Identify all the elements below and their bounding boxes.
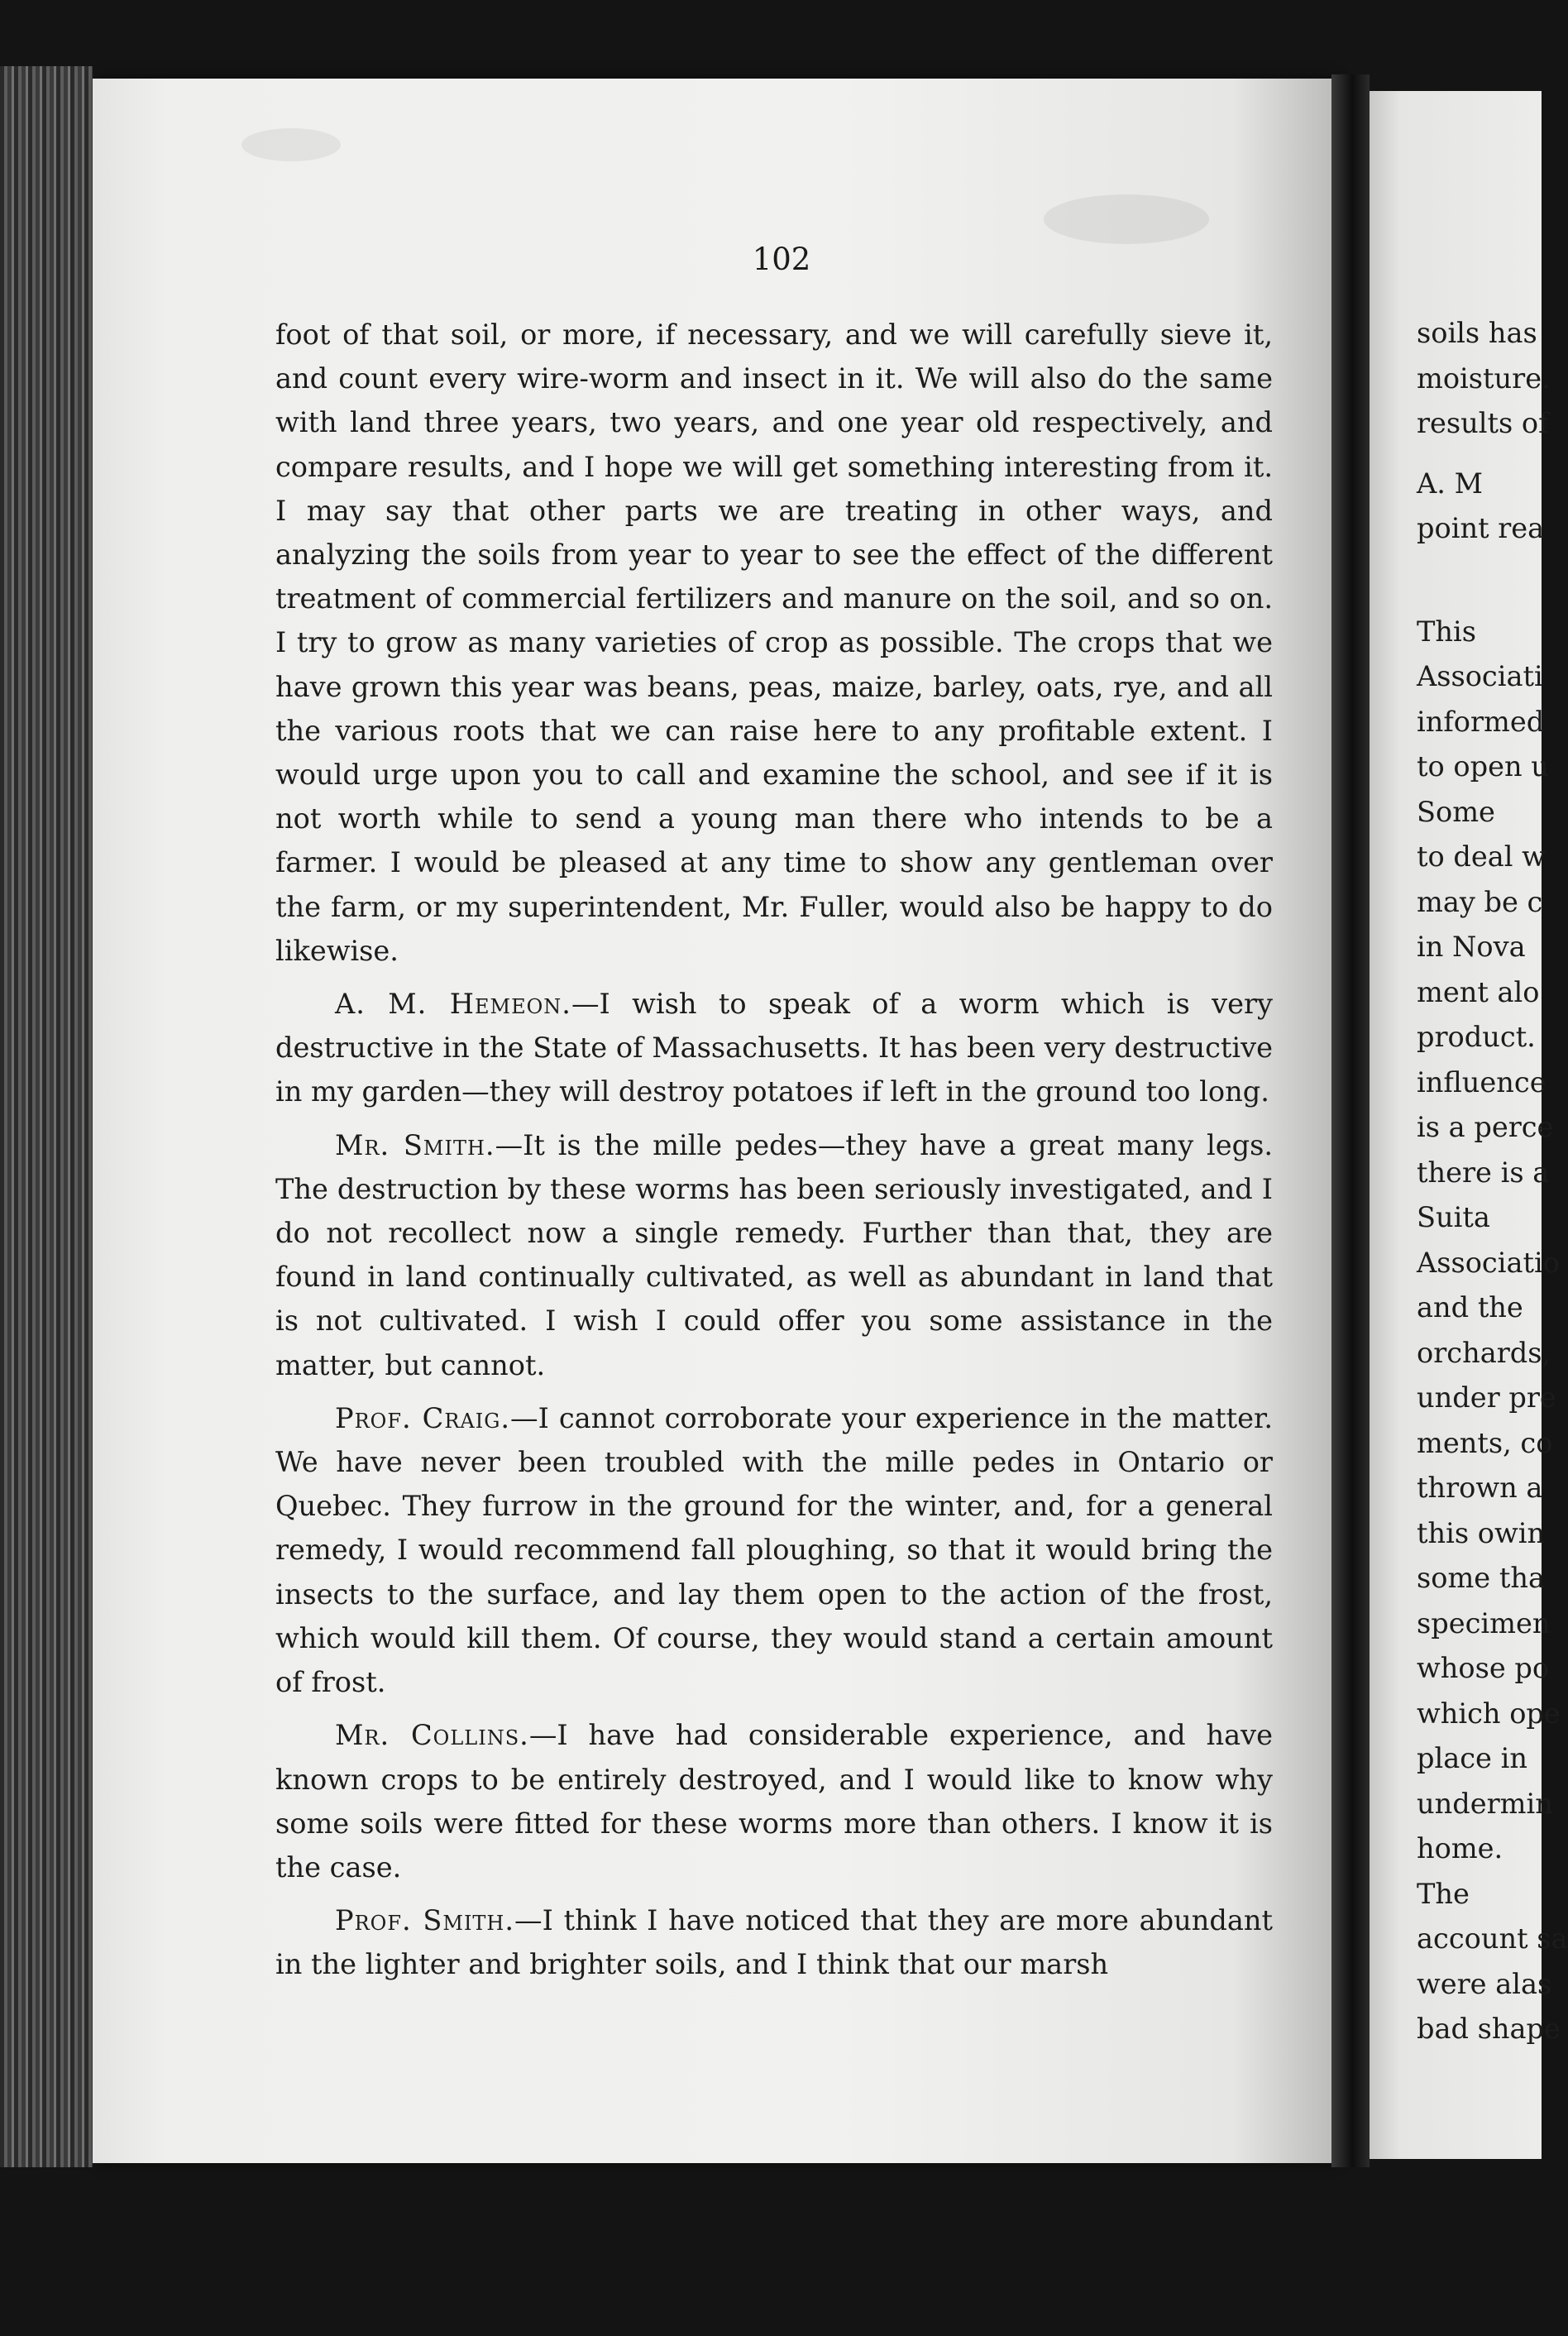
paragraph [275, 1396, 1273, 1704]
facing-line: specimen [1417, 1606, 1551, 1640]
facing-line: informed [1417, 705, 1545, 738]
paragraph-text: —I have had considerable experience, and have known crops to be entirely destroyed, and I would like to know why some soils were fitted for these worms more than others. I know it is the case. [275, 1719, 1274, 1884]
facing-line: thrown a [1417, 1472, 1543, 1504]
facing-line: to open u [1417, 750, 1549, 783]
page-number: 102 [752, 242, 811, 277]
facing-line: influence [1417, 1065, 1546, 1099]
facing-line: results of [1417, 407, 1549, 439]
paragraph-text: foot of that soil, or more, if necessary, and we will carefully sieve it, and count every wire-worm and insect in it. We will also do the same with land three years, two years, and one year old respectively, and compare results, and I hope we will get something interesting from it. I may say that other parts we are treating in other ways, and analyzing the soils from year to year to see the effect of the different treatment of commercial fertilizers and manure on the soil, and so on. I try to grow as many varieties of crop as possible. The crops that we have grown this year was beans, peas, maize, barley, oats, rye, and all the various roots that we can raise here to any profitable extent. I would urge upon you to call and examine the school, and see if it is not worth while to send a young man there who intends to be a farmer. I would be pleased at any time to show any gentleman over the farm, or my superintendent, Mr. Fuller, would also be happy to do likewise. [275, 318, 1273, 967]
facing-line: place in [1417, 1742, 1527, 1774]
paragraph-text: —It is the mille pedes—they have a great many legs. The destruction by these worms has been seriously investigated, and I do not recollect now a single remedy. Further than that, they are found in land continually cultivated, as well as abundant in land that is not cultivated. I wish I could offer you some assistance in the matter, but cannot. [275, 1128, 1273, 1381]
facing-line: ments, co [1417, 1426, 1553, 1459]
facing-line: orchards, [1417, 1336, 1551, 1369]
facing-line: This [1417, 615, 1476, 648]
facing-line: there is a [1417, 1156, 1550, 1189]
page-smudge [241, 128, 341, 161]
facing-line: product. [1417, 1021, 1536, 1053]
paragraph [275, 313, 1273, 973]
facing-line: home. [1417, 1832, 1503, 1864]
facing-line: whose po [1417, 1652, 1550, 1684]
paragraph [275, 1123, 1273, 1387]
facing-line: point rea [1417, 512, 1545, 544]
paragraph [275, 1713, 1273, 1889]
paragraph [275, 982, 1273, 1114]
facing-line: Some [1417, 795, 1495, 828]
facing-line: undermin [1417, 1787, 1553, 1820]
facing-line: Associati [1417, 660, 1543, 692]
facing-line: Associatio [1417, 1246, 1560, 1279]
page-body [275, 313, 1273, 1996]
facing-line: were alas [1417, 1967, 1552, 2000]
speaker-name: Mr. Smith. [335, 1128, 495, 1161]
facing-line: to deal w [1417, 840, 1546, 873]
book-spine-edge [0, 66, 93, 2167]
facing-line: ment alo [1417, 975, 1540, 1008]
facing-line: moisture. [1417, 361, 1551, 395]
speaker-name: Prof. Smith. [335, 1904, 515, 1937]
facing-line: A. M [1417, 467, 1483, 500]
facing-line: may be c [1417, 885, 1543, 918]
facing-line: and the [1417, 1291, 1523, 1324]
paragraph [275, 1898, 1273, 1986]
facing-line: bad shape [1417, 2013, 1561, 2045]
facing-line: some tha [1417, 1562, 1545, 1594]
facing-line: in Nova [1417, 931, 1526, 963]
speaker-name: A. M. Hemeon. [335, 988, 571, 1021]
speaker-name: Mr. Collins. [335, 1719, 529, 1752]
facing-line: soils has [1417, 317, 1537, 349]
page-smudge [1044, 194, 1209, 244]
speaker-name: Prof. Craig. [335, 1401, 511, 1434]
facing-line: which ope [1417, 1697, 1561, 1730]
facing-line: this owin [1417, 1516, 1546, 1549]
facing-line: The [1417, 1877, 1470, 1910]
book-gutter [1331, 74, 1370, 2167]
paragraph-text: —I cannot corroborate your experience in the matter. We have never been troubled with the mille pedes in Ontario or Quebec. They furrow in the ground for the winter, and, for a general remedy, I would recommend fall ploughing, so that it would bring the insects to the surface, and lay them open to the action of the frost, which would kill them. Of course, they would stand a certain amount of frost. [275, 1401, 1273, 1699]
facing-page-text [1417, 311, 1568, 2052]
facing-line: Suita [1417, 1201, 1490, 1233]
facing-line: account sa [1417, 1922, 1568, 1955]
paragraph-text: —I think I have noticed that they are more abundant in the lighter and brighter soils, and I think that our marsh [275, 1904, 1273, 1981]
facing-line: under pre [1417, 1381, 1556, 1414]
paragraph-text: —I wish to speak of a worm which is very destructive in the State of Massachusetts. It has been very destructive in my garden—they will destroy potatoes if left in the ground too long. [275, 988, 1274, 1108]
facing-line: is a perce [1417, 1111, 1554, 1143]
